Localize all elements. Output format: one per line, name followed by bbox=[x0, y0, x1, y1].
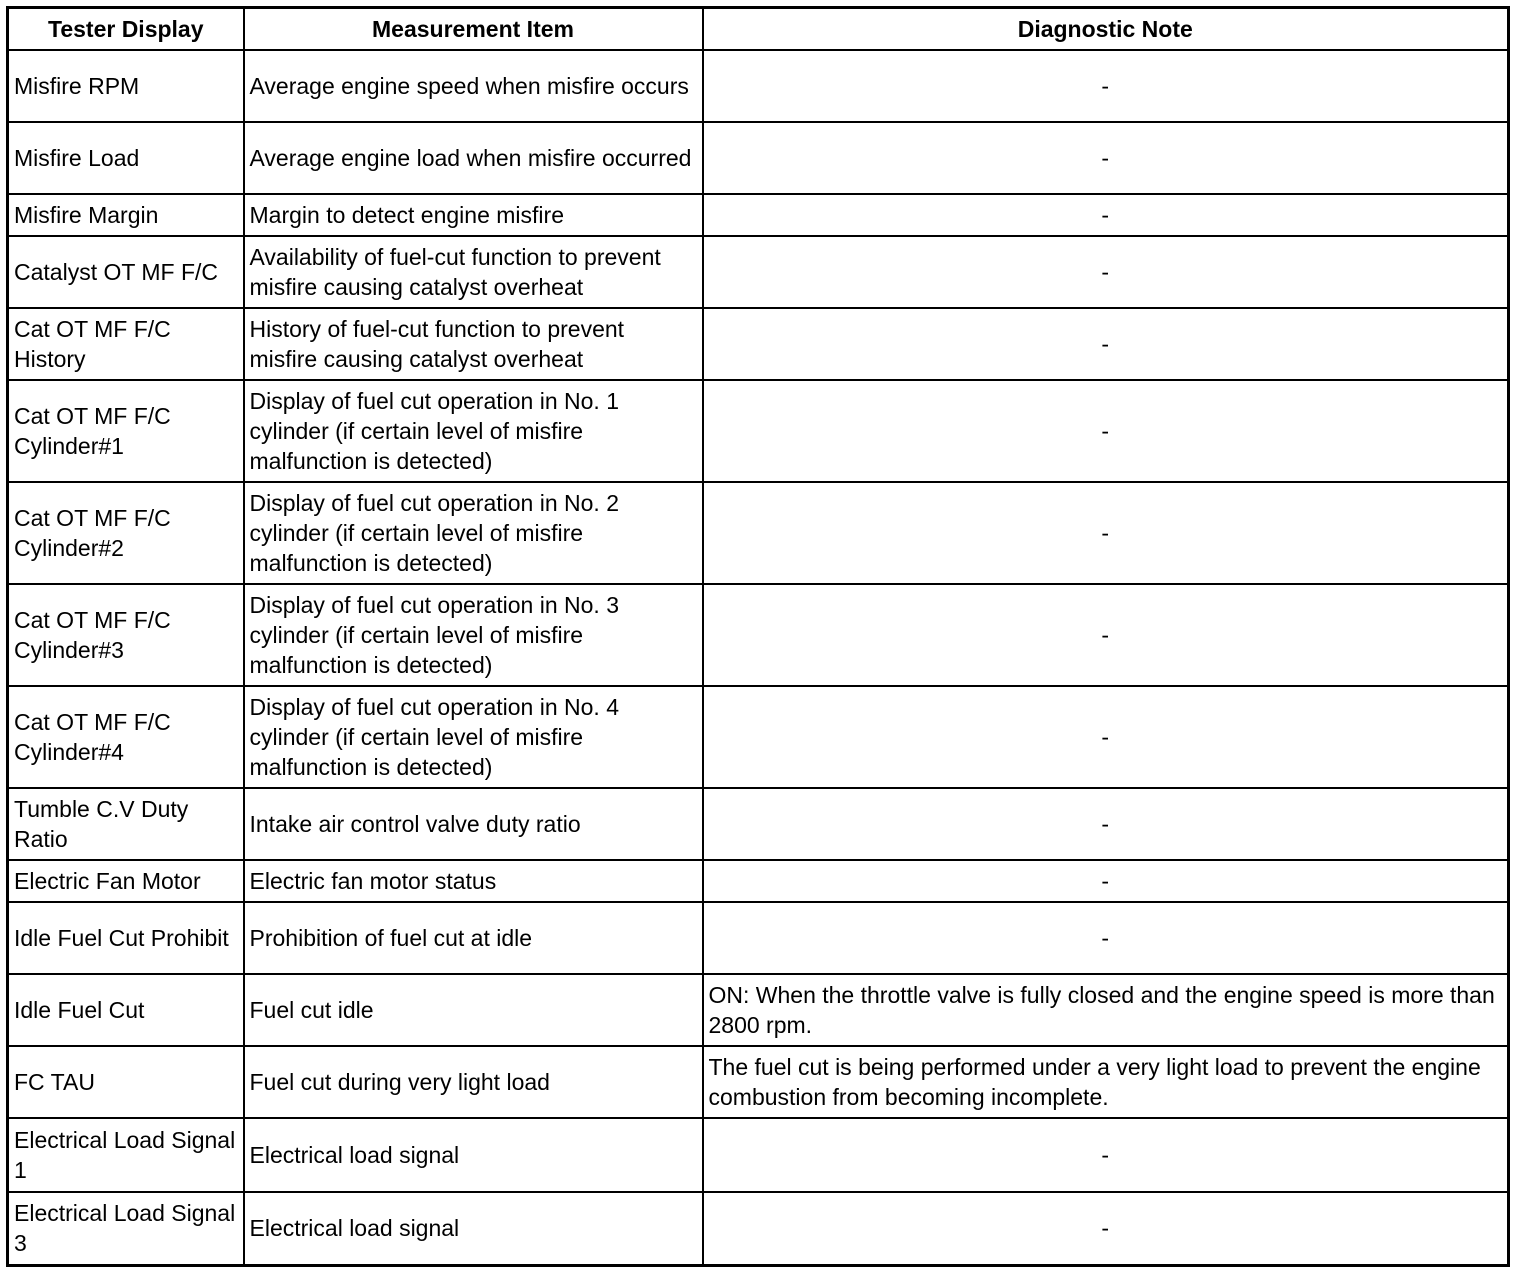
diagnostic-note-cell: - bbox=[703, 902, 1509, 974]
measurement-item-cell: Electrical load signal bbox=[244, 1118, 703, 1192]
diagnostic-note-cell: - bbox=[703, 50, 1509, 122]
tester-display-cell: Cat OT MF F/C History bbox=[8, 308, 244, 380]
table-row bbox=[8, 194, 1509, 236]
tester-display-cell: Cat OT MF F/C Cylinder#3 bbox=[8, 584, 244, 686]
table-row bbox=[8, 380, 1509, 482]
tester-display-cell: FC TAU bbox=[8, 1046, 244, 1118]
diagnostic-note-cell: - bbox=[703, 482, 1509, 584]
diagnostic-note-cell: - bbox=[703, 308, 1509, 380]
table-row bbox=[8, 686, 1509, 788]
diagnostic-note-cell: ON: When the throttle valve is fully closed and the engine speed is more than 2800 rpm. bbox=[703, 974, 1509, 1046]
tester-display-cell: Idle Fuel Cut bbox=[8, 974, 244, 1046]
tester-display-cell: Idle Fuel Cut Prohibit bbox=[8, 902, 244, 974]
measurement-item-cell: Display of fuel cut operation in No. 1 cylinder (if certain level of misfire malfunction is detected) bbox=[244, 380, 703, 482]
measurement-item-cell: Display of fuel cut operation in No. 4 cylinder (if certain level of misfire malfunction is detected) bbox=[244, 686, 703, 788]
table-row bbox=[8, 236, 1509, 308]
tester-display-cell: Electrical Load Signal 3 bbox=[8, 1192, 244, 1266]
tester-display-cell: Catalyst OT MF F/C bbox=[8, 236, 244, 308]
measurement-item-cell: Fuel cut idle bbox=[244, 974, 703, 1046]
tester-display-cell: Misfire Load bbox=[8, 122, 244, 194]
table-row bbox=[8, 50, 1509, 122]
table-row bbox=[8, 482, 1509, 584]
table-row bbox=[8, 1118, 1509, 1192]
measurement-item-cell: Average engine speed when misfire occurs bbox=[244, 50, 703, 122]
diagnostic-note-cell: The fuel cut is being performed under a very light load to prevent the engine combustion from becoming incomplete. bbox=[703, 1046, 1509, 1118]
diagnostic-note-cell: - bbox=[703, 788, 1509, 860]
measurement-item-cell: Electric fan motor status bbox=[244, 860, 703, 902]
measurement-item-cell: Fuel cut during very light load bbox=[244, 1046, 703, 1118]
table-row bbox=[8, 308, 1509, 380]
tester-display-cell: Cat OT MF F/C Cylinder#1 bbox=[8, 380, 244, 482]
tester-display-cell: Misfire RPM bbox=[8, 50, 244, 122]
diagnostic-note-cell: - bbox=[703, 122, 1509, 194]
diagnostic-note-cell: - bbox=[703, 194, 1509, 236]
table-row bbox=[8, 1192, 1509, 1266]
measurement-item-cell: Intake air control valve duty ratio bbox=[244, 788, 703, 860]
table-row bbox=[8, 584, 1509, 686]
header-row bbox=[8, 8, 1509, 50]
diagnostic-note-cell: - bbox=[703, 584, 1509, 686]
tester-display-cell: Cat OT MF F/C Cylinder#4 bbox=[8, 686, 244, 788]
tester-display-cell: Electric Fan Motor bbox=[8, 860, 244, 902]
header-measurement-item: Measurement Item bbox=[244, 8, 703, 50]
measurement-item-cell: Average engine load when misfire occurred bbox=[244, 122, 703, 194]
data-table bbox=[6, 6, 1510, 1267]
measurement-item-cell: History of fuel-cut function to prevent misfire causing catalyst overheat bbox=[244, 308, 703, 380]
measurement-item-cell: Display of fuel cut operation in No. 2 cylinder (if certain level of misfire malfunction is detected) bbox=[244, 482, 703, 584]
measurement-item-cell: Margin to detect engine misfire bbox=[244, 194, 703, 236]
header-tester-display: Tester Display bbox=[8, 8, 244, 50]
diagnostic-note-cell: - bbox=[703, 1192, 1509, 1266]
tester-display-cell: Tumble C.V Duty Ratio bbox=[8, 788, 244, 860]
diagnostic-note-cell: - bbox=[703, 380, 1509, 482]
measurement-item-cell: Electrical load signal bbox=[244, 1192, 703, 1266]
diagnostic-note-cell: - bbox=[703, 860, 1509, 902]
table-row bbox=[8, 788, 1509, 860]
diagnostic-note-cell: - bbox=[703, 686, 1509, 788]
diagnostic-note-cell: - bbox=[703, 1118, 1509, 1192]
table-row bbox=[8, 860, 1509, 902]
header-diagnostic-note: Diagnostic Note bbox=[703, 8, 1509, 50]
diagnostic-note-cell: - bbox=[703, 236, 1509, 308]
measurement-item-cell: Display of fuel cut operation in No. 3 cylinder (if certain level of misfire malfunction is detected) bbox=[244, 584, 703, 686]
tester-display-cell: Electrical Load Signal 1 bbox=[8, 1118, 244, 1192]
table-row bbox=[8, 122, 1509, 194]
measurement-item-cell: Availability of fuel-cut function to prevent misfire causing catalyst overheat bbox=[244, 236, 703, 308]
tester-display-cell: Cat OT MF F/C Cylinder#2 bbox=[8, 482, 244, 584]
table-row bbox=[8, 974, 1509, 1046]
measurement-item-cell: Prohibition of fuel cut at idle bbox=[244, 902, 703, 974]
table-row bbox=[8, 1046, 1509, 1118]
tester-display-cell: Misfire Margin bbox=[8, 194, 244, 236]
table-row bbox=[8, 902, 1509, 974]
